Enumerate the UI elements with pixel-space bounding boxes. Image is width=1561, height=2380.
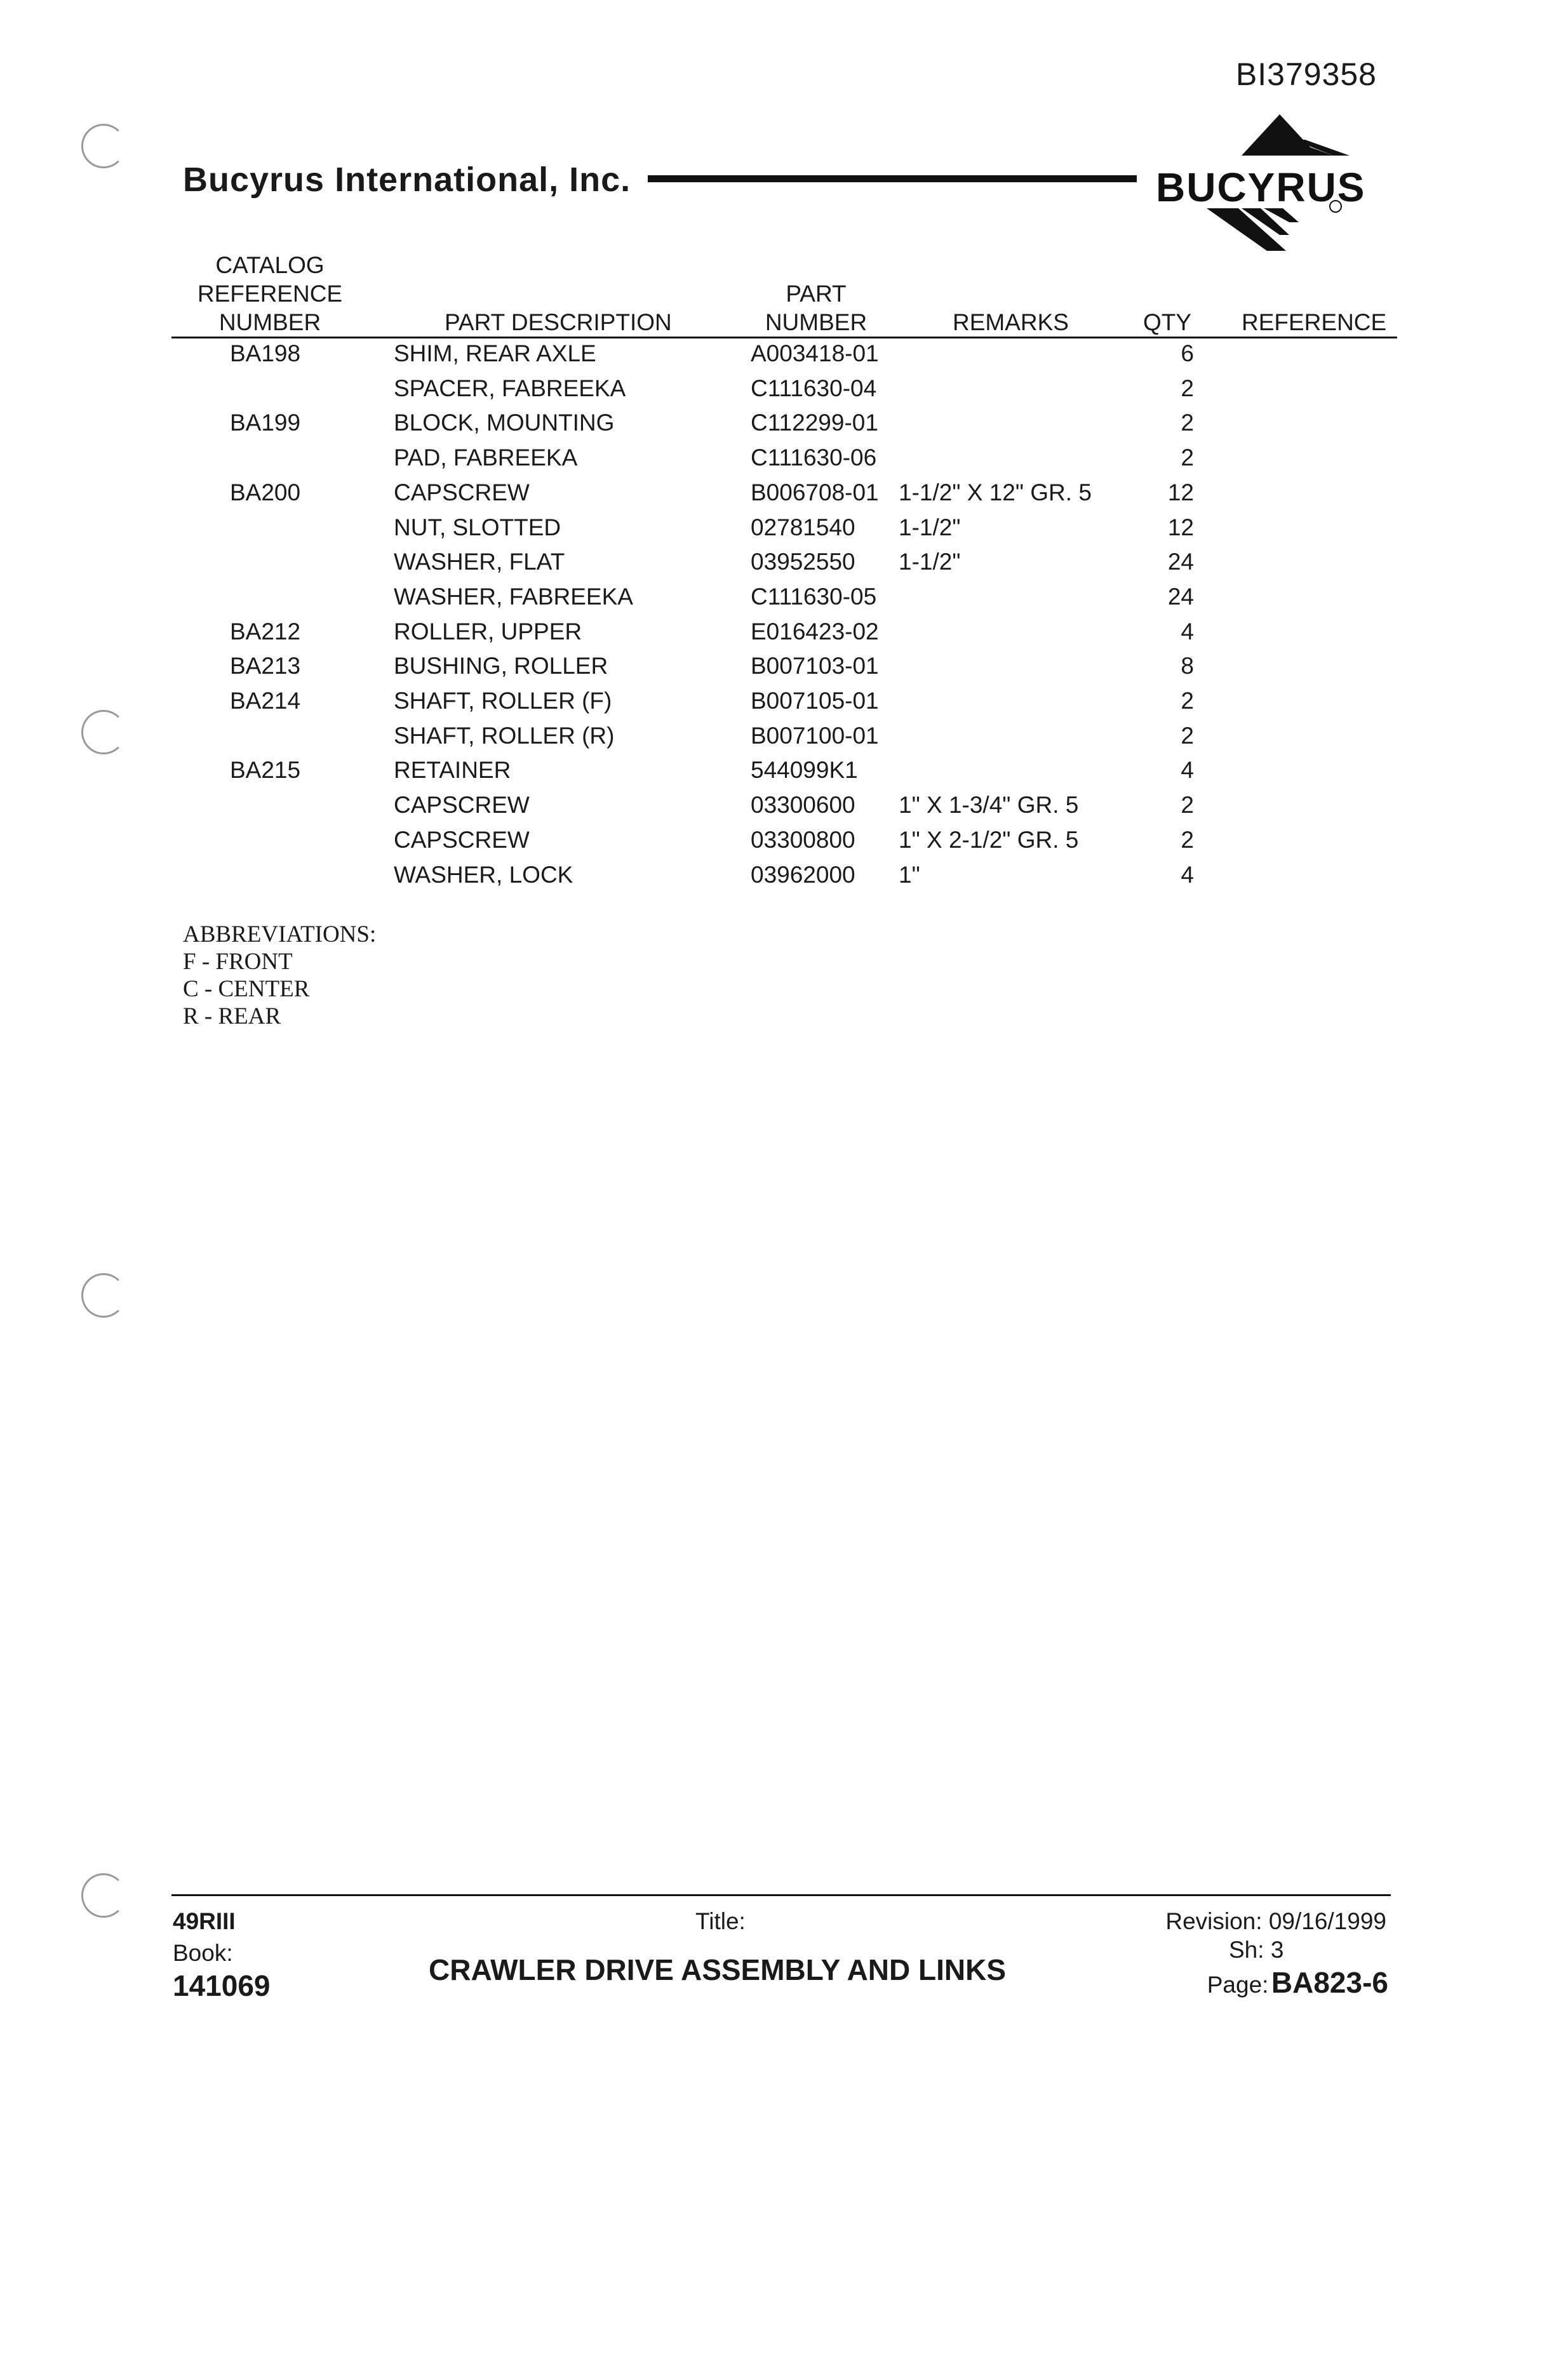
- cell-part: B007105-01: [751, 688, 879, 714]
- cell-ref: BA200: [230, 479, 301, 505]
- logo-wordmark: BUCYRUS: [1156, 164, 1366, 210]
- cell-qty: 12: [1167, 479, 1194, 505]
- book-label: Book:: [173, 1940, 233, 1966]
- cell-remarks: 1-1/2": [899, 549, 961, 575]
- cell-qty: 4: [1181, 757, 1194, 784]
- document-id: BI379358: [1235, 57, 1377, 92]
- cell-ref: BA213: [230, 653, 301, 679]
- page-number: BA823-6: [1271, 1966, 1388, 1999]
- cell-ref: BA198: [230, 340, 301, 366]
- binder-hole: [81, 710, 126, 754]
- col-header-catalog-ref: CATALOG REFERENCE NUMBER: [197, 252, 343, 335]
- cell-desc: ROLLER, UPPER: [394, 618, 582, 645]
- cell-desc: CAPSCREW: [394, 479, 530, 505]
- book-number: 141069: [173, 1969, 271, 2002]
- page-label: Page:: [1207, 1972, 1269, 1998]
- bucyrus-logo: [1156, 114, 1391, 260]
- header-rule: [648, 175, 1137, 182]
- company-name: Bucyrus International, Inc.: [183, 161, 631, 199]
- header-underline: [171, 337, 1397, 338]
- cell-part: 02781540: [751, 514, 855, 540]
- cell-part: A003418-01: [751, 340, 879, 366]
- cell-part: 03300600: [751, 792, 855, 819]
- cell-qty: 2: [1181, 410, 1194, 436]
- cell-part: C111630-04: [751, 375, 877, 401]
- page: [1207, 1965, 1388, 2000]
- abbreviations-title: ABBREVIATIONS:: [183, 921, 377, 947]
- sheet-label: Sh:: [1229, 1937, 1264, 1963]
- model-number: 49RIII: [173, 1908, 236, 1934]
- cell-qty: 4: [1181, 861, 1194, 888]
- cell-remarks: 1-1/2" X 12" GR. 5: [899, 479, 1092, 505]
- cell-ref: BA214: [230, 688, 301, 714]
- cell-desc: WASHER, FLAT: [394, 549, 565, 575]
- cell-desc: SHAFT, ROLLER (R): [394, 722, 615, 749]
- cell-ref: BA215: [230, 757, 301, 784]
- cell-part: 544099K1: [751, 757, 858, 784]
- abbreviation-item: C - CENTER: [183, 976, 310, 1002]
- cell-desc: NUT, SLOTTED: [394, 514, 561, 540]
- cell-qty: 2: [1181, 792, 1194, 819]
- cell-part: 03952550: [751, 549, 855, 575]
- cell-desc: BLOCK, MOUNTING: [394, 410, 615, 436]
- col-header-remarks: REMARKS: [953, 309, 1069, 335]
- cell-desc: RETAINER: [394, 757, 511, 784]
- col-header-reference: REFERENCE: [1242, 309, 1387, 335]
- cell-qty: 2: [1181, 688, 1194, 714]
- col-header-part-number: PART NUMBER: [765, 281, 868, 335]
- cell-ref: BA199: [230, 410, 301, 436]
- cell-desc: CAPSCREW: [394, 792, 530, 819]
- cell-qty: 24: [1167, 549, 1194, 575]
- title-label: Title:: [695, 1908, 746, 1934]
- cell-part: B007103-01: [751, 653, 879, 679]
- cell-part: 03300800: [751, 826, 855, 853]
- cell-qty: 12: [1167, 514, 1194, 540]
- cell-qty: 8: [1181, 653, 1194, 679]
- document-title: CRAWLER DRIVE ASSEMBLY AND LINKS: [429, 1953, 1007, 1986]
- abbreviation-item: R - REAR: [183, 1003, 281, 1029]
- cell-qty: 24: [1167, 583, 1194, 610]
- cell-qty: 6: [1181, 340, 1194, 366]
- binder-hole: [81, 124, 126, 168]
- footer-rule: [171, 1894, 1391, 1896]
- cell-part: C111630-05: [751, 583, 877, 610]
- cell-part: C111630-06: [751, 445, 877, 471]
- cell-qty: 2: [1181, 445, 1194, 471]
- cell-qty: 2: [1181, 375, 1194, 401]
- sheet: [1229, 1937, 1283, 1963]
- sheet-number: 3: [1270, 1937, 1284, 1963]
- cell-desc: WASHER, LOCK: [394, 861, 573, 888]
- cell-remarks: 1": [899, 861, 920, 888]
- revision-label: Revision:: [1165, 1908, 1263, 1934]
- revision-date: 09/16/1999: [1268, 1908, 1386, 1934]
- cell-part: B006708-01: [751, 479, 879, 505]
- cell-part: 03962000: [751, 861, 855, 888]
- cell-remarks: 1" X 1-3/4" GR. 5: [899, 792, 1079, 819]
- cell-qty: 4: [1181, 618, 1194, 645]
- cell-desc: SHAFT, ROLLER (F): [394, 688, 612, 714]
- cell-desc: BUSHING, ROLLER: [394, 653, 608, 679]
- col-header-qty: QTY: [1143, 309, 1192, 335]
- binder-hole: [81, 1873, 126, 1918]
- cell-qty: 2: [1181, 826, 1194, 853]
- cell-desc: CAPSCREW: [394, 826, 530, 853]
- cell-desc: PAD, FABREEKA: [394, 445, 578, 471]
- binder-hole: [81, 1273, 126, 1318]
- abbreviation-item: F - FRONT: [183, 949, 293, 975]
- cell-ref: BA212: [230, 618, 301, 645]
- cell-part: E016423-02: [751, 618, 879, 645]
- cell-desc: SHIM, REAR AXLE: [394, 340, 596, 366]
- cell-part: B007100-01: [751, 722, 879, 749]
- col-header-description: PART DESCRIPTION: [445, 309, 672, 335]
- cell-remarks: 1-1/2": [899, 514, 961, 540]
- revision: [1165, 1908, 1386, 1935]
- cell-desc: SPACER, FABREEKA: [394, 375, 626, 401]
- cell-qty: 2: [1181, 722, 1194, 749]
- cell-desc: WASHER, FABREEKA: [394, 583, 633, 610]
- cell-remarks: 1" X 2-1/2" GR. 5: [899, 826, 1079, 853]
- cell-part: C112299-01: [751, 410, 878, 436]
